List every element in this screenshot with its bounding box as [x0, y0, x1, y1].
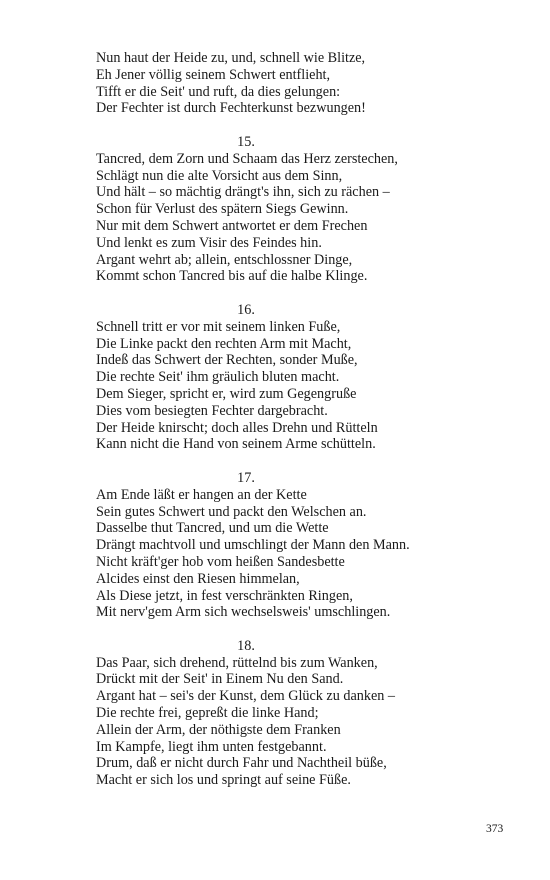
stanza-16 [96, 302, 476, 453]
verse-line: Mit nerv'gem Arm sich wechselsweis' umschlingen. [96, 604, 391, 621]
verse-line: Drückt mit der Seit' in Einem Nu den Sand. [96, 671, 344, 688]
verse-line: Als Diese jetzt, in fest verschränkten Ringen, [96, 587, 353, 604]
verse-line: Schlägt nun die alte Vorsicht aus dem Sinn, [96, 167, 343, 184]
verse-line: Tifft er die Seit' und ruft, da dies gelungen: [96, 83, 341, 100]
verse-line: Schon für Verlust des spätern Siegs Gewinn. [96, 201, 349, 218]
verse-line: Sein gutes Schwert und packt den Welschen an. [96, 503, 367, 520]
stanza-spacer [96, 117, 476, 134]
stanza-number: 18. [237, 637, 255, 654]
verse-line: Und hält – so mächtig drängt's ihn, sich zu rächen – [96, 184, 390, 201]
page-number: 373 [486, 823, 504, 835]
verse-line: Tancred, dem Zorn und Schaam das Herz zerstechen, [96, 150, 398, 167]
verse-line: Indeß das Schwert der Rechten, sonder Muße, [96, 352, 358, 369]
verse-line: Argant wehrt ab; allein, entschlossner Dinge, [96, 251, 353, 268]
verse-line: Dies vom besiegten Fechter dargebracht. [96, 402, 328, 419]
stanza-18 [96, 638, 476, 789]
verse-line: Argant hat – sei's der Kunst, dem Glück zu danken – [96, 688, 395, 705]
verse-line: Die Linke packt den rechten Arm mit Macht, [96, 335, 352, 352]
verse-line: Nun haut der Heide zu, und, schnell wie Blitze, [96, 50, 366, 66]
verse-line: Und lenkt es zum Visir des Feindes hin. [96, 234, 322, 251]
stanza-number: 17. [237, 469, 255, 486]
verse-line: Kommt schon Tancred bis auf die halbe Klinge. [96, 268, 368, 285]
stanza-spacer [96, 621, 476, 638]
stanza-spacer [96, 285, 476, 302]
verse-line: Nicht kräft'ger hob vom heißen Sandesbette [96, 553, 345, 570]
stanza-17 [96, 470, 476, 621]
verse-line: Schnell tritt er vor mit seinem linken Fuße, [96, 318, 341, 335]
verse-line: Dem Sieger, spricht er, wird zum Gegengruße [96, 385, 357, 402]
stanza-15 [96, 134, 476, 285]
stanza-number: 15. [237, 133, 255, 150]
verse-line: Alcides einst den Riesen himmelan, [96, 570, 300, 587]
stanza-number: 16. [237, 301, 255, 318]
verse-line: Macht er sich los und springt auf seine Füße. [96, 772, 351, 789]
verse-line: Am Ende läßt er hangen an der Kette [96, 486, 307, 503]
verse-line: Die rechte frei, gepreßt die linke Hand; [96, 705, 319, 722]
stanza-spacer [96, 453, 476, 470]
verse-line: Nur mit dem Schwert antwortet er dem Frechen [96, 217, 368, 234]
poem-text [96, 50, 476, 789]
stanza-14-continued [96, 50, 476, 117]
verse-line: Kann nicht die Hand von seinem Arme schütteln. [96, 436, 376, 453]
verse-line: Eh Jener völlig seinem Schwert entflieht, [96, 66, 331, 83]
verse-line: Allein der Arm, der nöthigste dem Franken [96, 721, 341, 738]
verse-line: Die rechte Seit' ihm gräulich bluten macht. [96, 369, 340, 386]
verse-line: Drum, daß er nicht durch Fahr und Nachtheil büße, [96, 755, 387, 772]
verse-line: Drängt machtvoll und umschlingt der Mann den Mann. [96, 537, 410, 554]
verse-line: Das Paar, sich drehend, rüttelnd bis zum Wanken, [96, 654, 378, 671]
verse-line: Im Kampfe, liegt ihm unten festgebannt. [96, 738, 327, 755]
verse-line: Der Fechter ist durch Fechterkunst bezwungen! [96, 100, 366, 117]
verse-line: Dasselbe thut Tancred, und um die Wette [96, 520, 329, 537]
verse-line: Der Heide knirscht; doch alles Drehn und Rütteln [96, 419, 378, 436]
